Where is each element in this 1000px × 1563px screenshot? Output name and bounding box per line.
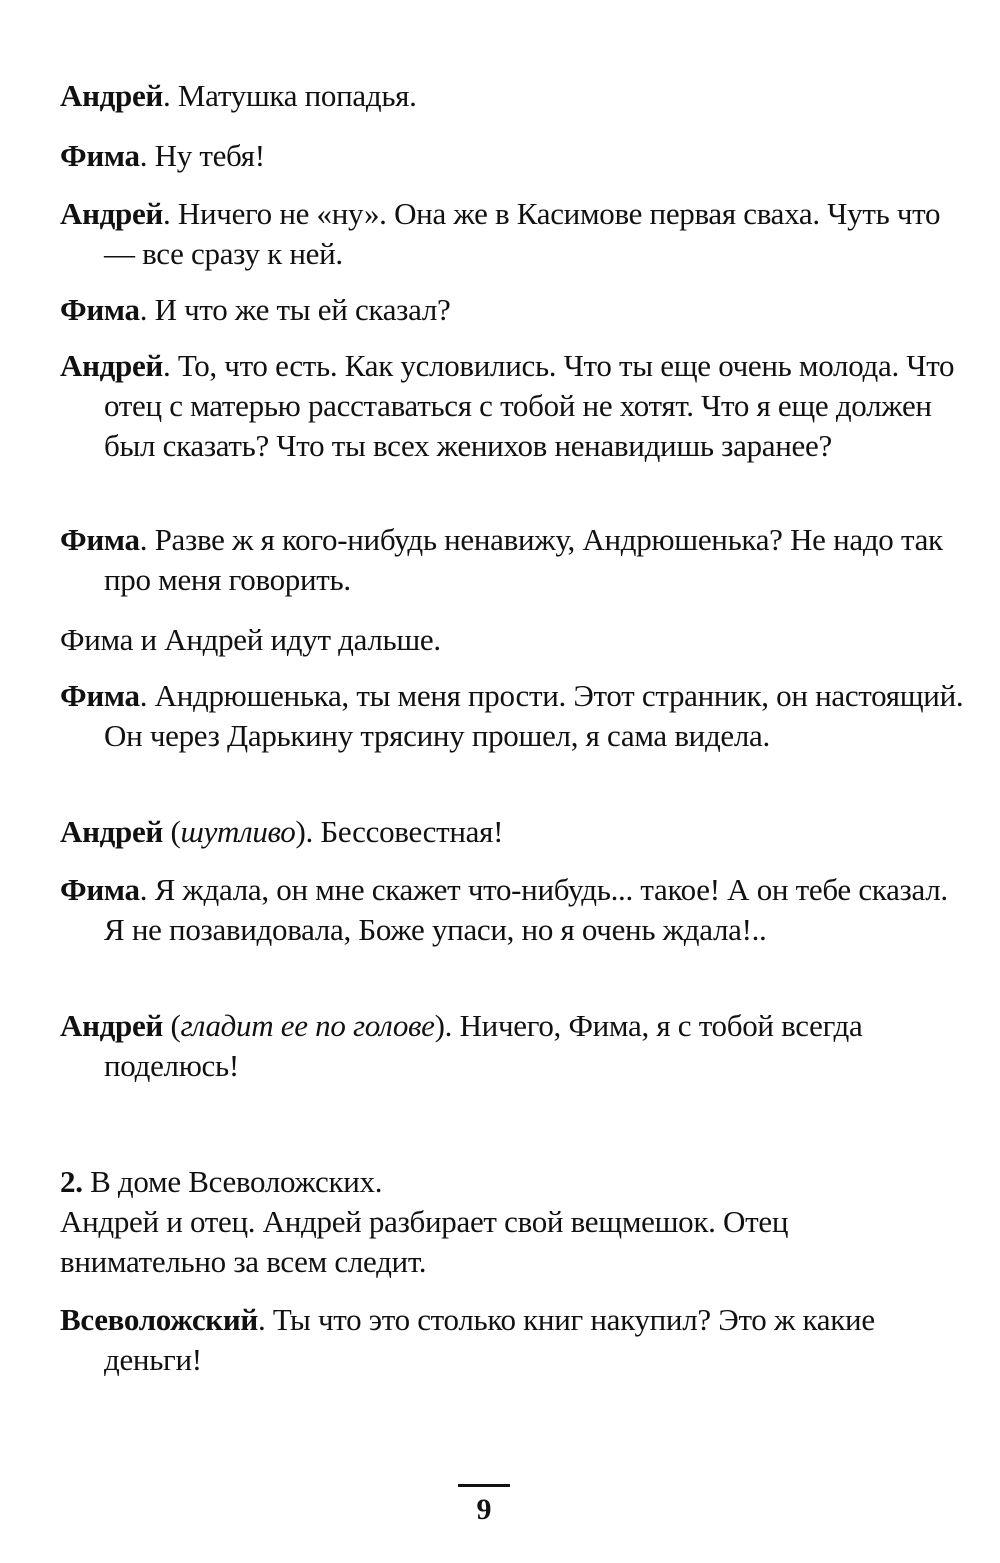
dialogue-line: [60, 812, 964, 852]
dialogue-line: [60, 520, 964, 600]
speaker-name: Фима: [60, 138, 140, 173]
dialogue-line: [60, 870, 964, 950]
dialogue-line: [60, 290, 964, 330]
speaker-name: Андрей: [60, 348, 163, 383]
line-text: . То, что есть. Как условились. Что ты еще очень молода. Что отец с матерью расставаться с тобой не хотят. Что я еще должен был сказать? Что ты всех женихов ненавидишь заранее?: [104, 348, 955, 463]
stage-note-text: гладит ее по голове: [180, 1008, 435, 1043]
speaker-name: Андрей: [60, 1008, 163, 1043]
section-stage-direction: Андрей и отец. Андрей разбирает свой вещмешок. Отец внимательно за всем следит.: [60, 1204, 789, 1279]
line-text: . Андрюшенька, ты меня прости. Этот странник, он настоящий. Он через Дарькину трясину прошел, я сама видела.: [104, 678, 964, 753]
dialogue-line: [60, 194, 964, 274]
section-title: В доме Всеволожских.: [90, 1164, 383, 1199]
dialogue-line: [60, 1006, 964, 1086]
stage-note-text: шутливо: [180, 814, 296, 849]
line-text: . Ты что это столько книг накупил? Это ж какие деньги!: [104, 1302, 875, 1377]
dialogue-line: [60, 346, 964, 466]
line-text: . Я ждала, он мне скажет что-нибудь... такое! А он тебе сказал. Я не позавидовала, Боже упаси, но я очень ждала!..: [104, 872, 948, 947]
line-text: . Ну тебя!: [139, 138, 265, 173]
page-number: 9: [476, 1493, 492, 1526]
line-text: . Матушка попадья.: [163, 78, 417, 113]
speaker-name: Андрей: [60, 78, 163, 113]
dialogue-line: [60, 676, 964, 756]
page-number-rule: [458, 1484, 510, 1487]
stage-note: (шутливо): [170, 814, 306, 849]
speaker-name: Фима: [60, 872, 140, 907]
stage-direction: Фима и Андрей идут дальше.: [60, 622, 441, 657]
speaker-name: Андрей: [60, 196, 163, 231]
stage-note: (гладит ее по голове): [170, 1008, 445, 1043]
dialogue-line: [60, 136, 964, 176]
line-text: . Бессовестная!: [305, 814, 504, 849]
dialogue-line: [60, 76, 964, 116]
line-text: . Разве ж я кого-нибудь ненавижу, Андрюшенька? Не надо так про меня говорить.: [104, 522, 943, 597]
section-heading: [60, 1162, 940, 1202]
speaker-name: Фима: [60, 522, 140, 557]
speaker-name: Фима: [60, 678, 140, 713]
speaker-name: Всеволожский: [60, 1302, 258, 1337]
dialogue-line: [60, 1300, 964, 1380]
speaker-name: Андрей: [60, 814, 163, 849]
speaker-name: Фима: [60, 292, 140, 327]
line-text: . Ничего не «ну». Она же в Касимове первая сваха. Чуть что — все сразу к ней.: [104, 196, 941, 271]
section-number: 2.: [60, 1164, 83, 1199]
line-text: . Ничего, Фима, я с тобой всегда поделюсь!: [104, 1008, 863, 1083]
line-text: . И что же ты ей сказал?: [139, 292, 451, 327]
